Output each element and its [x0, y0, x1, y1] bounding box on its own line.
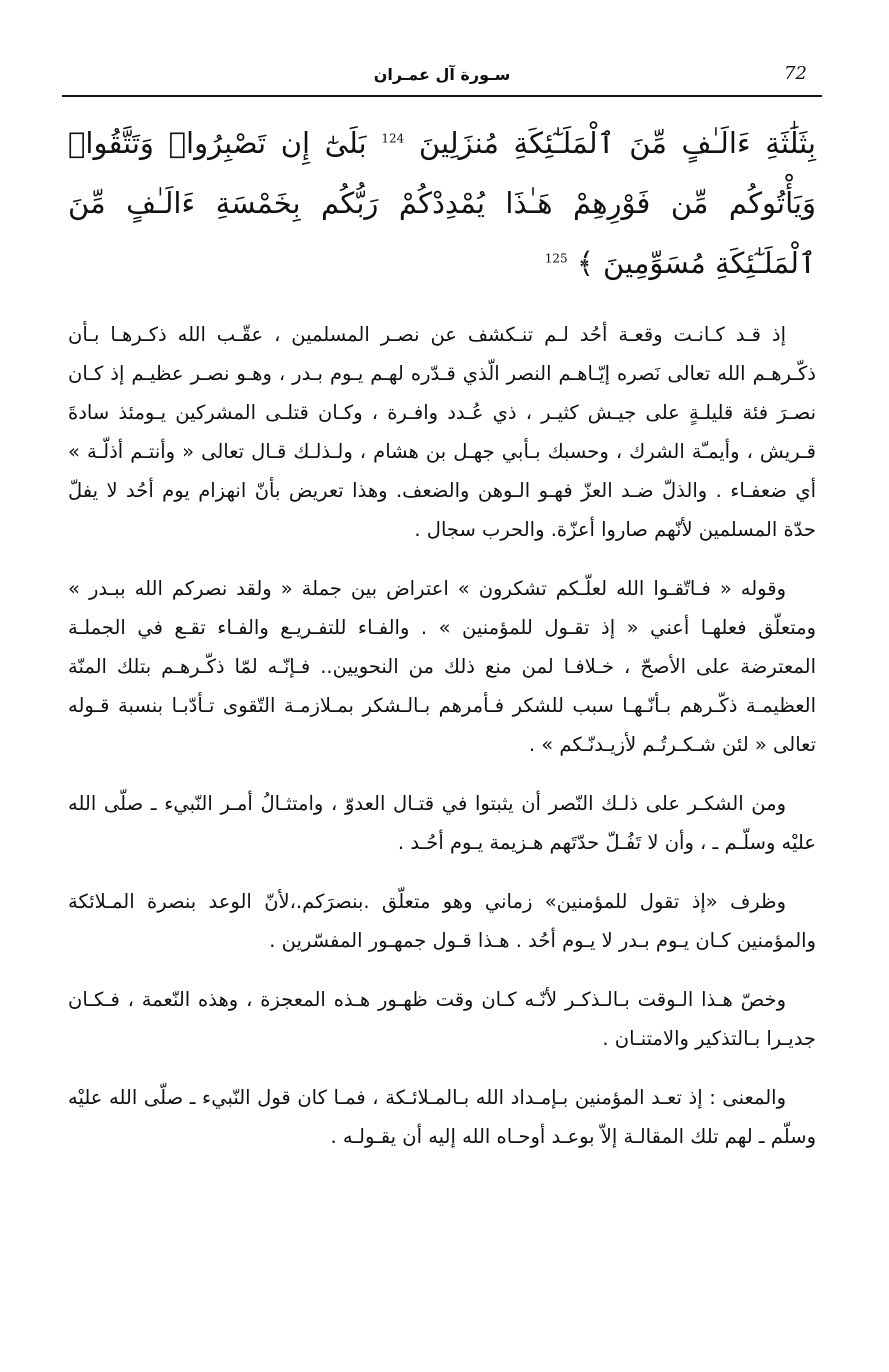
commentary-paragraph: ومن الشكـر على ذلـك النّصر أن يثبتوا في قتـال العدوّ ، وامتثـالُ أمـر النّبيء ـ صلّى الله عليْه وسلّـم ـ ، وأن لا تَفُـلّ حدّتَهم هـزيمة يـوم أحُـد .	[68, 792, 816, 854]
verse-text: بِثَلَٰثَةِ ءَالَـٰفٍ مِّنَ ٱلْمَلَـٰٓئِكَةِ مُنزَلِينَ	[418, 126, 816, 160]
commentary-paragraph: وظرف «إذ تقول للمؤمنين» زماني وهو متعلّق .بنصرَكم.،لأنّ الوعد بنصرة المـلائكة والمؤمنين كـان يـوم بـدر لا يـوم أحُد . هـذا قـول جمهـور المفسّرين .	[68, 890, 816, 952]
verse-text: بَلَىٰٓ إِن تَصْبِرُوا۟ وَتَتَّقُوا۟ وَيَأْتُوكُم مِّن فَوْرِهِمْ هَـٰذَا يُمْدِدْكُمْ رَبُّكُم بِخَمْسَةِ ءَالَـٰفٍ مِّنَ ٱلْمَلَـٰٓئِكَةِ مُسَوِّمِينَ ﴾	[68, 126, 816, 280]
commentary-paragraph: وخصّ هـذا الـوقت بـالـذكـر لأنّـه كـان وقت ظهـور هـذه المعجزة ، وهذه النّعمة ، فـكـان جديـرا بـالتذكير والامتنـان .	[68, 988, 816, 1050]
ayah-number: 125	[544, 251, 568, 266]
quran-verse	[68, 113, 816, 293]
book-page	[62, 55, 822, 1355]
ayah-number: 124	[381, 131, 405, 146]
page-number: 72	[784, 63, 807, 84]
commentary-paragraph: وقوله « فـاتّقـوا الله لعلّـكم تشكرون » اعتراض بين جملة « ولقد نصركم الله ببـدر » ومتعلّق فعلهـا أعني « إذ تقـول للمؤمنين » . والفـاء للتفـريـع والفـاء تقـع في الجملـة المعترضة على الأصحّ ، خـلافـا لمن منع ذلك من النحويين.. فـإنّـه لمّا ذكّـرهـم بتلك المنّة العظيمـة ذكّـرهم بـأنّـهـا سبب للشكر فـأمرهم بـالـشكر بمـلازمـة التّقوى تـأدّبـا بنسبة قـوله تعالى « لئن شـكـرتُـم لأزيـدنّـكم » .	[68, 577, 816, 756]
commentary-paragraph: إذ قـد كـانـت وقعـة أحُد لـم تنـكشف عن نصـر المسلمين ، عقّـب الله ذكـرهـا بـأن ذكّـرهـم الله تعالى نَصره إيّـاهـم النصر الّذي قـدّره لهـم يـوم بـدر ، وهـو نصـر عظيـم إذ كـان نصـرَ فئة قليلـةٍ على جيـش كثيـر ، ذي عُـدد وافـرة ، وكـان قتلـى المشركين يـومئذ سادةَ قـريش ، وأيمـّة الشرك ، وحسبك بـأبي جهـل بن هشام ، ولـذلـك قـال تعالى « وأنتـم أذلّـة » أي ضعفـاء . والذلّ ضـد العزّ فهـو الـوهن والضعف. وهذا تعريض بأنّ انهزام يوم أحُد لا يفلّ حدّة المسلمين لأنّهم صاروا أعزّة. والحرب سجال .	[68, 323, 816, 541]
running-title: سـورة آل عمـران	[373, 65, 511, 84]
commentary	[62, 315, 822, 1156]
commentary-paragraph: والمعنى : إذ تعـد المؤمنين بـإمـداد الله بـالمـلائـكة ، فمـا كان قول النّبيء ـ صلّى الله عليْه وسلّم ـ لهم تلك المقالـة إلاّ بوعـد أوحـاه الله إليه أن يقـولـه .	[68, 1086, 816, 1148]
page-header	[62, 55, 822, 97]
